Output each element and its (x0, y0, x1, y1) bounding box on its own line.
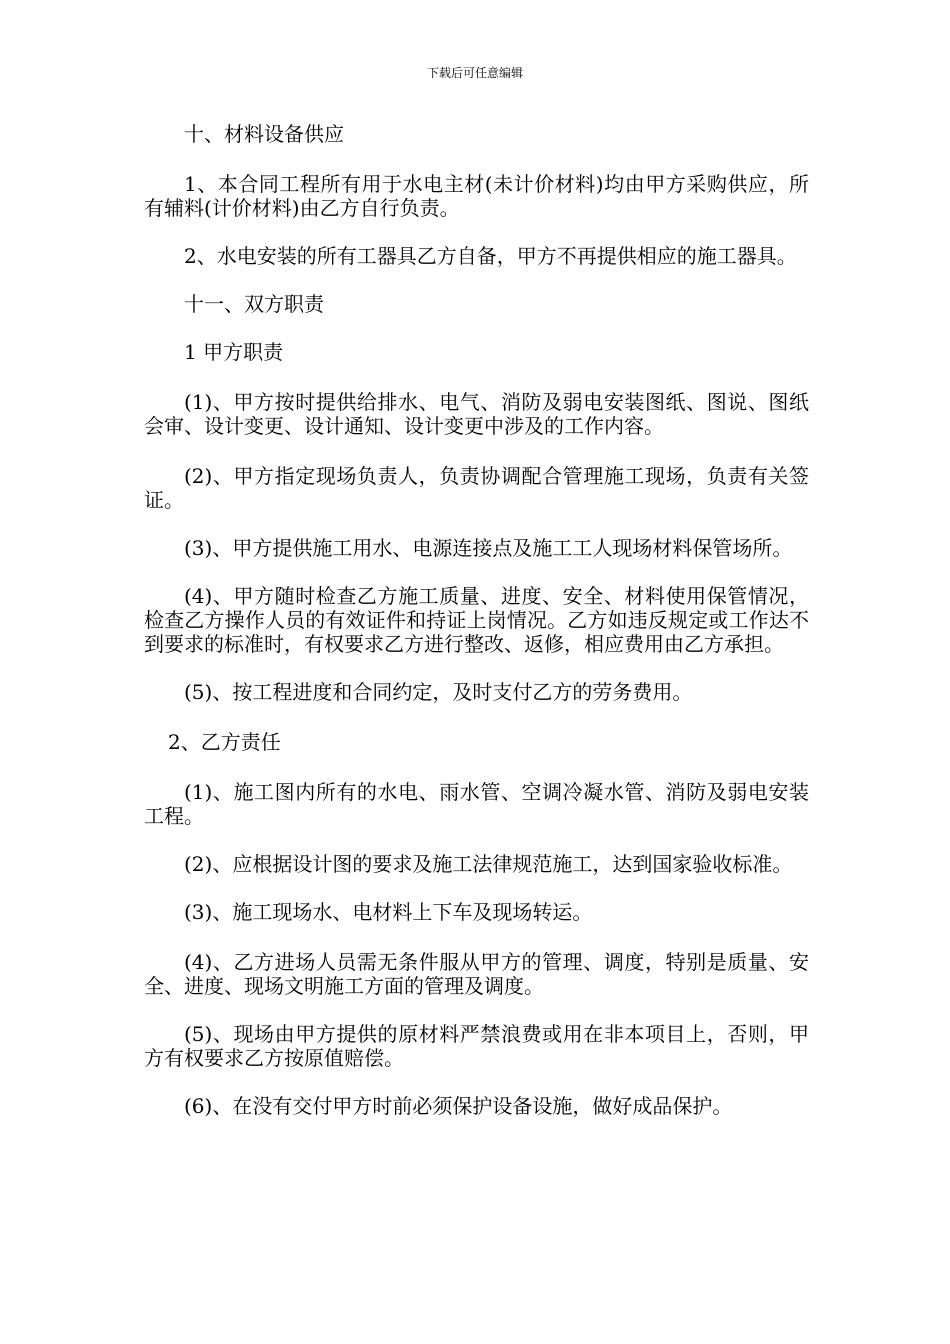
party-a-duty-2: (2)、甲方指定现场负责人，负责协调配合管理施工现场，负责有关签证。 (144, 464, 809, 512)
subheading-party-a: 1 甲方职责 (184, 340, 284, 364)
clause-10-2: 2、水电安装的所有工器具乙方自备，甲方不再提供相应的施工器具。 (184, 244, 797, 268)
header-note: 下载后可任意编辑 (426, 66, 523, 80)
party-a-duty-1: (1)、甲方按时提供给排水、电气、消防及弱电安装图纸、图说、图纸会审、设计变更、设计通知、设计变更中涉及的工作内容。 (144, 390, 809, 438)
party-b-duty-3: (3)、施工现场水、电材料上下车及现场转运。 (184, 900, 593, 924)
party-a-duty-3: (3)、甲方提供施工用水、电源连接点及施工工人现场材料保管场所。 (184, 536, 793, 560)
document-body (144, 122, 809, 1118)
party-b-duty-5: (5)、现场由甲方提供的原材料严禁浪费或用在非本项目上，否则，甲方有权要求乙方按原值赔偿。 (144, 1022, 809, 1070)
party-b-duty-6: (6)、在没有交付甲方时前必须保护设备设施，做好成品保护。 (184, 1094, 733, 1118)
section-heading-10: 十、材料设备供应 (184, 122, 344, 146)
clause-10-1: 1、本合同工程所有用于水电主材(未计价材料)均由甲方采购供应，所有辅料(计价材料)由乙方自行负责。 (144, 172, 809, 220)
party-b-duty-4: (4)、乙方进场人员需无条件服从甲方的管理、调度，特别是质量、安全、进度、现场文明施工方面的管理及调度。 (144, 950, 809, 998)
party-a-duty-4: (4)、甲方随时检查乙方施工质量、进度、安全、材料使用保管情况，检查乙方操作人员的有效证件和持证上岗情况。乙方如违反规定或工作达不到要求的标准时，有权要求乙方进行整改、返修，相应费用由乙方承担。 (144, 584, 809, 656)
section-heading-11: 十一、双方职责 (184, 292, 324, 316)
subheading-party-b: 2、乙方责任 (168, 730, 281, 754)
party-b-duty-2: (2)、应根据设计图的要求及施工法律规范施工，达到国家验收标准。 (184, 852, 793, 876)
party-b-duty-1: (1)、施工图内所有的水电、雨水管、空调冷凝水管、消防及弱电安装工程。 (144, 780, 809, 828)
party-a-duty-5: (5)、按工程进度和合同约定，及时支付乙方的劳务费用。 (184, 680, 693, 704)
